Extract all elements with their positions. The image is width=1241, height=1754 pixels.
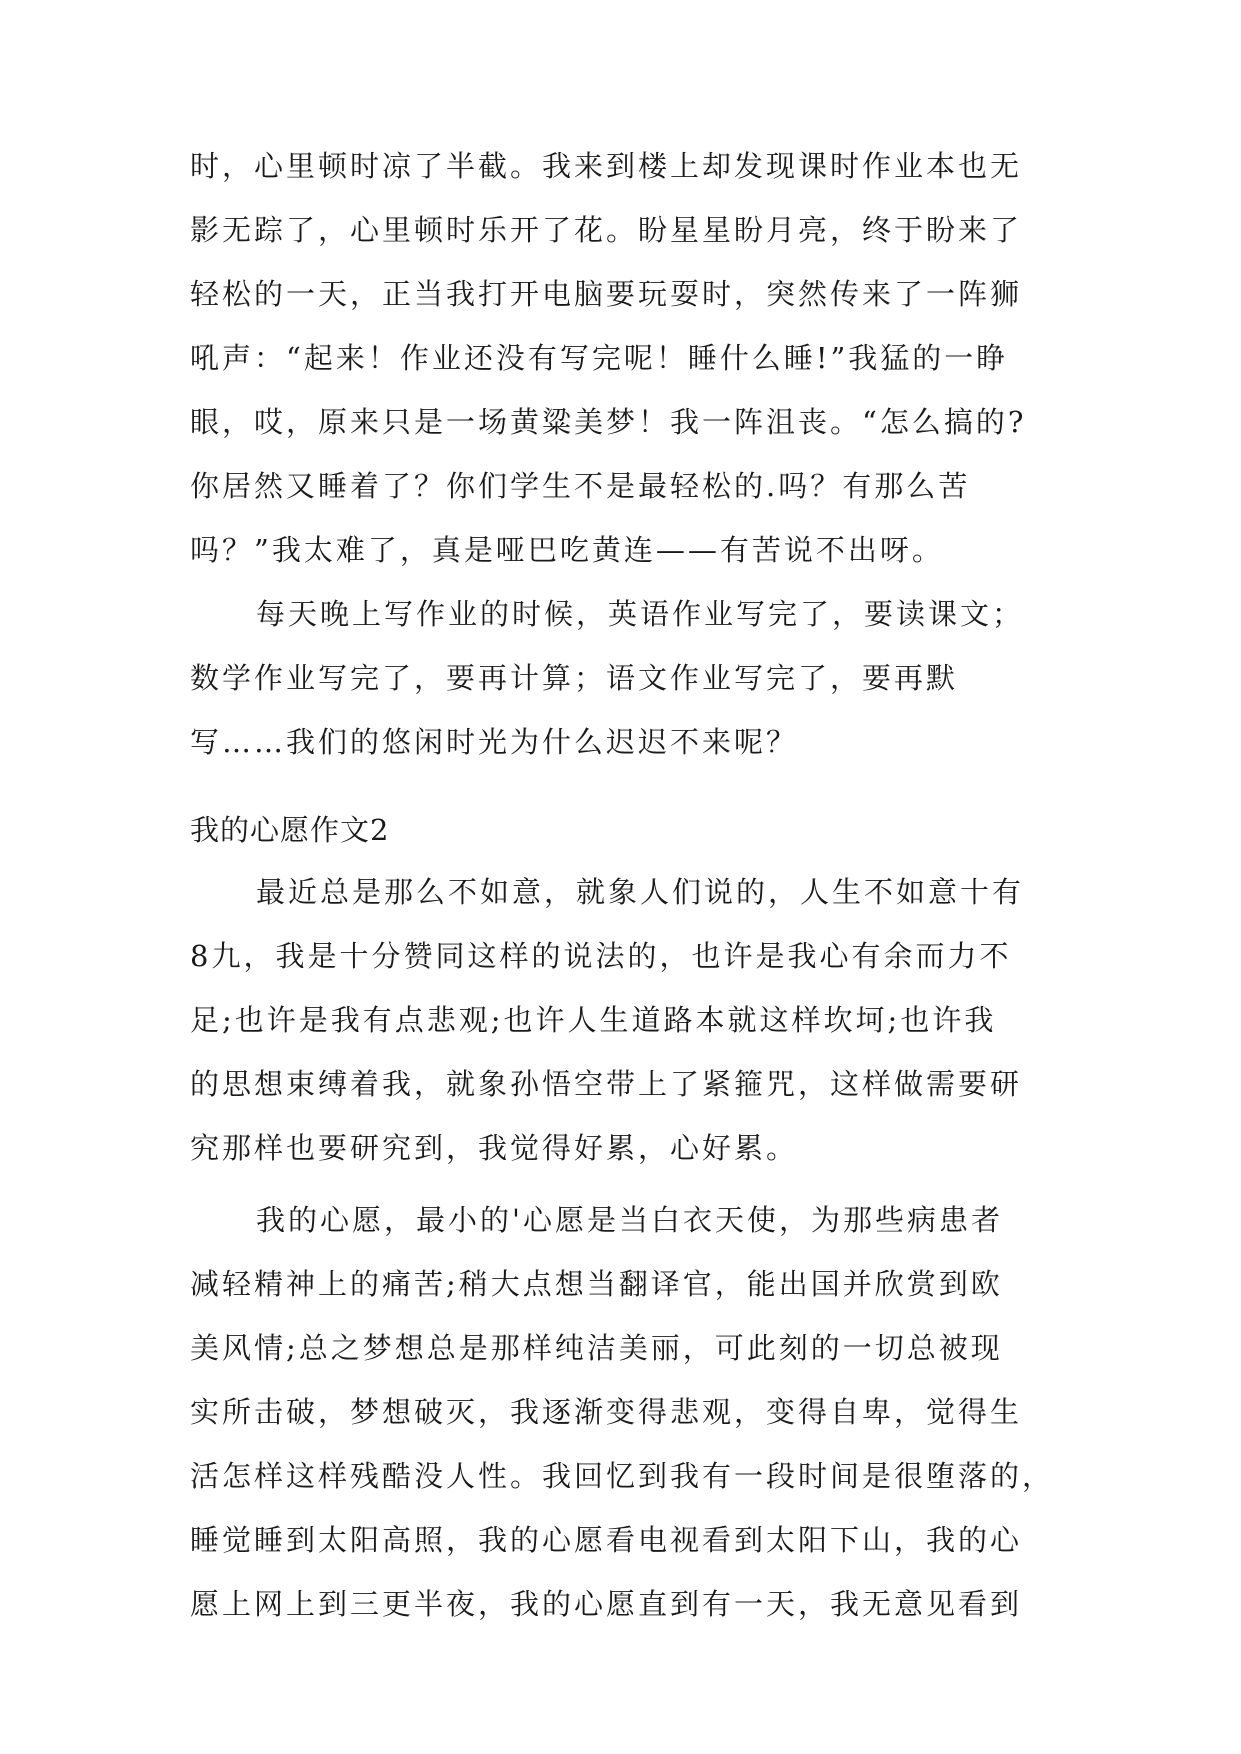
- text-line: 减轻精神上的痛苦;稍大点想当翻译官，能出国并欣赏到欧: [190, 1267, 1003, 1301]
- text-line: 最近总是那么不如意，就象人们说的，人生不如意十有: [256, 875, 1025, 909]
- text-line: 的思想束缚着我，就象孙悟空带上了紧箍咒，这样做需要研: [190, 1067, 1023, 1101]
- text-line: 实所击破，梦想破灭，我逐渐变得悲观，变得自卑，觉得生: [190, 1395, 1023, 1429]
- text-line: 吗？”我太难了，真是哑巴吃黄连——有苦说不出呀。: [190, 533, 944, 567]
- text-line: 眼，哎，原来只是一场黄粱美梦！我一阵沮丧。“怎么搞的?: [190, 405, 1027, 439]
- text-line: 影无踪了，心里顿时乐开了花。盼星星盼月亮，终于盼来了: [190, 213, 1023, 247]
- text-line: 写……我们的悠闲时光为什么迟迟不来呢？: [190, 725, 799, 759]
- text-line: 我的心愿，最小的'心愿是当白衣天使，为那些病患者: [256, 1203, 1003, 1237]
- text-line: 吼声：“起来！作业还没有写完呢！睡什么睡!”我猛的一睁: [190, 341, 1009, 375]
- text-line: 睡觉睡到太阳高照，我的心愿看电视看到太阳下山，我的心: [190, 1523, 1023, 1557]
- text-line: 足;也许是我有点悲观;也许人生道路本就这样坎坷;也许我: [190, 1003, 997, 1037]
- text-line: 时，心里顿时凉了半截。我来到楼上却发现课时作业本也无: [190, 149, 1023, 183]
- text-line: 活怎样这样残酷没人性。我回忆到我有一段时间是很堕落的，: [190, 1459, 1055, 1493]
- text-line: 轻松的一天，正当我打开电脑要玩耍时，突然传来了一阵狮: [190, 277, 1023, 311]
- text-line: 美风情;总之梦想总是那样纯洁美丽，可此刻的一切总被现: [190, 1331, 1003, 1365]
- text-line: 你居然又睡着了？你们学生不是最轻松的.吗？有那么苦: [190, 469, 971, 503]
- text-line: 8九，我是十分赞同这样的说法的，也许是我心有余而力不: [190, 939, 1012, 973]
- text-line: 究那样也要研究到，我觉得好累，心好累。: [190, 1131, 799, 1165]
- text-line: 每天晚上写作业的时候，英语作业写完了，要读课文；: [256, 597, 1025, 631]
- text-line: 数学作业写完了，要再计算；语文作业写完了，要再默: [190, 661, 959, 695]
- text-line: 愿上网上到三更半夜，我的心愿直到有一天，我无意见看到: [190, 1587, 1023, 1621]
- section-heading: 我的心愿作文2: [190, 813, 390, 847]
